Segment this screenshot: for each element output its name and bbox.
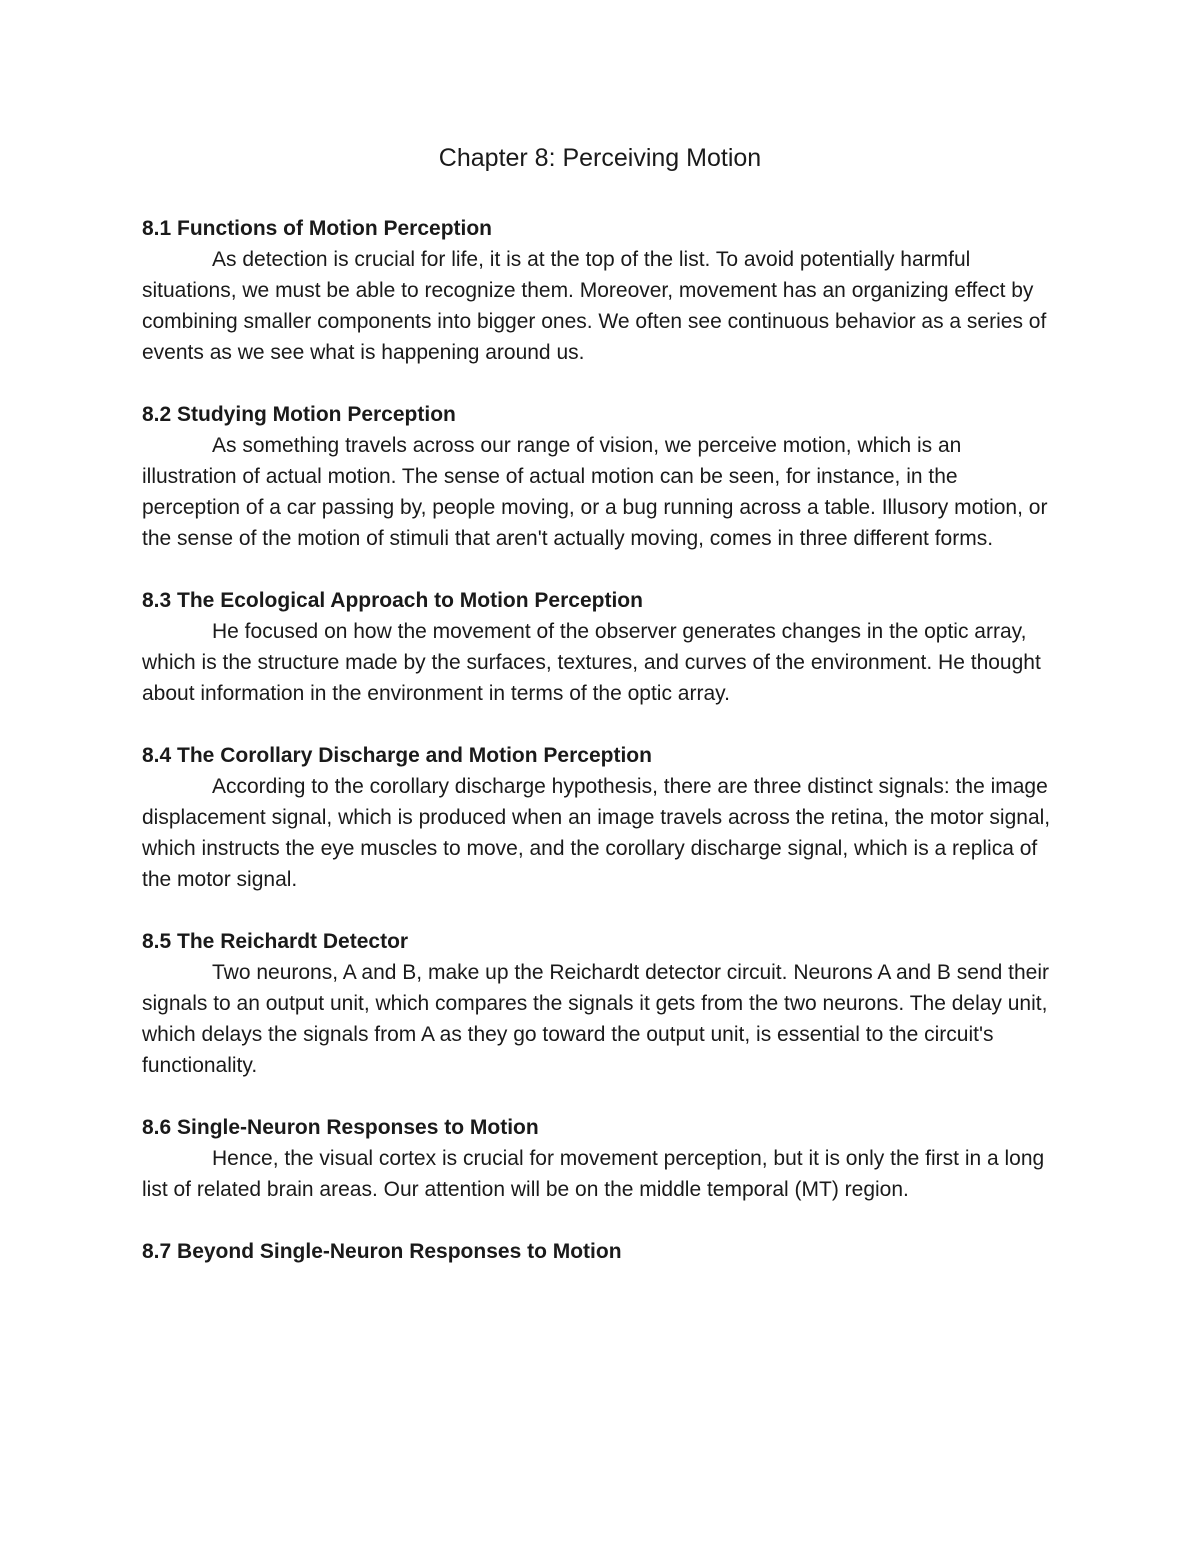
section-heading: 8.1 Functions of Motion Perception: [142, 217, 493, 240]
section-heading: 8.6 Single-Neuron Responses to Motion: [142, 1116, 539, 1139]
section-8-7: [142, 1236, 1060, 1267]
section-heading: 8.3 The Ecological Approach to Motion Perception: [142, 589, 643, 612]
section-body: He focused on how the movement of the observer generates changes in the optic array, which is the structure made by the surfaces, textures, and curves of the environment. He thought about information in the environment in terms of the optic array.: [142, 620, 1041, 705]
section-8-6: [142, 1112, 1060, 1205]
section-body: Hence, the visual cortex is crucial for movement perception, but it is only the first in a long list of related brain areas. Our attention will be on the middle temporal (MT) region.: [142, 1147, 1045, 1201]
section-body: As something travels across our range of vision, we perceive motion, which is an illustration of actual motion. The sense of actual motion can be seen, for instance, in the perception of a car passing by, people moving, or a bug running across a table. Illusory motion, or the sense of the motion of stimuli that aren't actually moving, comes in three different forms.: [142, 434, 1048, 550]
section-heading: 8.2 Studying Motion Perception: [142, 403, 456, 426]
section-body: As detection is crucial for life, it is at the top of the list. To avoid potentially harmful situations, we must be able to recognize them. Moreover, movement has an organizing effect by combining smaller components into bigger ones. We often see continuous behavior as a series of events as we see what is happening around us.: [142, 248, 1047, 364]
section-8-3: [142, 585, 1060, 709]
section-8-1: [142, 213, 1060, 368]
section-heading: 8.4 The Corollary Discharge and Motion Perception: [142, 744, 652, 767]
section-8-2: [142, 399, 1060, 554]
section-8-5: [142, 926, 1060, 1081]
document-content: [142, 213, 1060, 1298]
section-heading: 8.7 Beyond Single-Neuron Responses to Motion: [142, 1240, 622, 1263]
section-body: According to the corollary discharge hypothesis, there are three distinct signals: the image displacement signal, which is produced when an image travels across the retina, the motor signal, which instructs the eye muscles to move, and the corollary discharge signal, which is a replica of the motor signal.: [142, 775, 1051, 891]
section-body: Two neurons, A and B, make up the Reichardt detector circuit. Neurons A and B send their signals to an output unit, which compares the signals it gets from the two neurons. The delay unit, which delays the signals from A as they go toward the output unit, is essential to the circuit's functionality.: [142, 961, 1049, 1077]
page-title: Chapter 8: Perceiving Motion: [438, 144, 762, 172]
section-heading: 8.5 The Reichardt Detector: [142, 930, 409, 953]
section-8-4: [142, 740, 1060, 895]
